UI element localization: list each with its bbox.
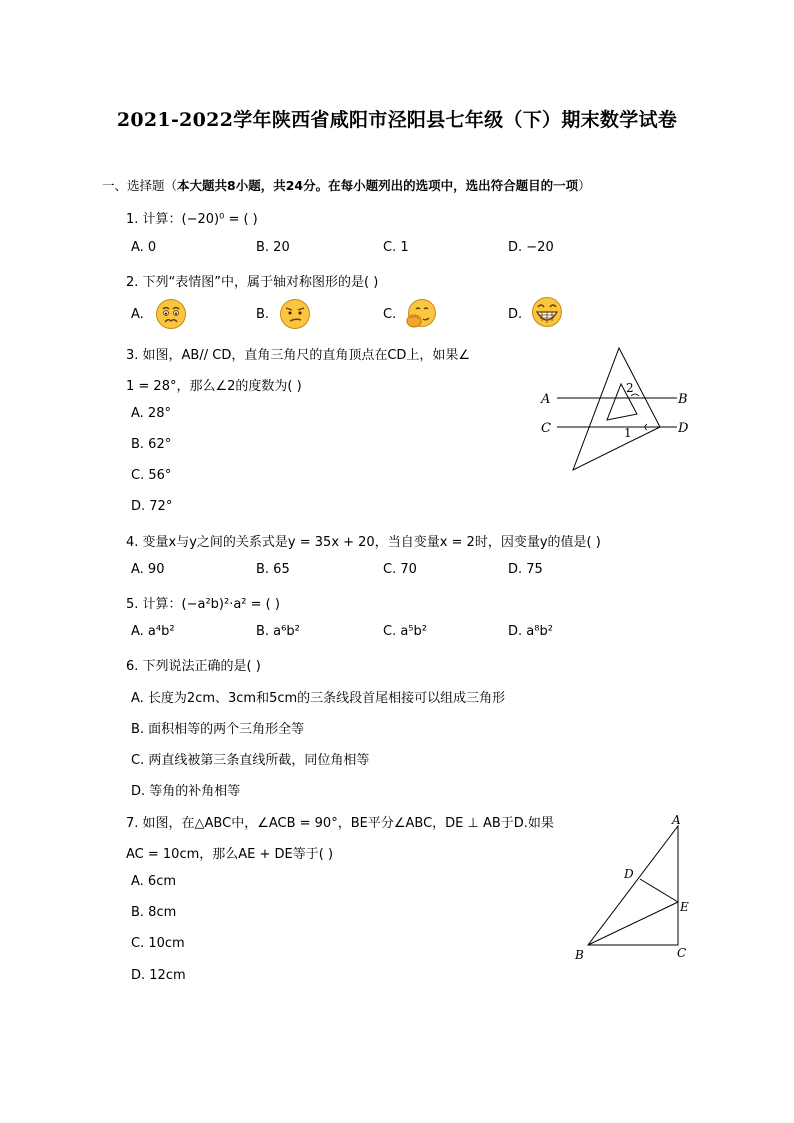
q4-option-a: A. 90 [131,562,165,577]
label-a: A [672,813,681,827]
label-angle-2: 2 [626,381,634,395]
q1-option-d: D. −20 [508,240,554,255]
page-title: 2021-2022学年陕西省咸阳市泾阳县七年级（下）期末数学试卷 [116,109,678,131]
q7-option-a: A. 6cm [131,874,177,889]
q5-option-a: A. a⁴b² [131,624,175,639]
q3-option-c: C. 56° [131,468,172,483]
q7-option-b: B. 8cm [131,905,177,920]
q6-option-c: C. 两直线被第三条直线所截，同位角相等 [131,753,370,768]
q2-option-b: B. [256,307,270,322]
grinning-face-icon [531,296,563,328]
q7-option-d: D. 12cm [131,968,186,983]
label-b: B [678,392,688,407]
question-7-stem-line1: 7. 如图，在△ABC中，∠ACB = 90°，BE平分∠ABC，DE ⊥ AB于D.如果 [126,816,554,831]
question-5-stem: 5. 计算：(−a²b)²·a² = ( ) [126,597,280,612]
label-e: E [680,900,689,914]
question-6-stem: 6. 下列说法正确的是( ) [126,659,261,674]
q3-option-d: D. 72° [131,499,173,514]
q2-option-d: D. [508,307,523,322]
q4-option-b: B. 65 [256,562,290,577]
label-angle-1: 1 [624,426,632,440]
q5-option-d: D. a⁸b² [508,624,553,639]
label-c: C [677,946,687,960]
q1-option-c: C. 1 [383,240,409,255]
label-a: A [541,392,551,407]
worried-face-icon [155,298,187,330]
question-3-stem-line1: 3. 如图，AB// CD，直角三角尺的直角顶点在CD上，如果∠ [126,348,471,363]
question-2-stem: 2. 下列“表情图”中，属于轴对称图形的是( ) [126,275,379,290]
q6-option-b: B. 面积相等的两个三角形全等 [131,722,305,737]
q4-option-c: C. 70 [383,562,417,577]
q5-option-c: C. a⁵b² [383,624,427,639]
q3-option-b: B. 62° [131,437,172,452]
q2-option-a: A. [131,307,144,322]
section-heading: 一、选择题（本大题共8小题，共24分。在每小题列出的选项中，选出符合题目的一项） [102,178,591,193]
label-d: D [624,867,634,881]
q4-option-d: D. 75 [508,562,543,577]
q1-option-b: B. 20 [256,240,290,255]
question-7-stem-line2: AC = 10cm，那么AE + DE等于( ) [126,847,334,862]
label-d: D [678,421,689,436]
figure-right-triangle-abc [570,810,700,970]
thinking-face-icon [279,298,311,330]
q6-option-a: A. 长度为2cm、3cm和5cm的三条线段首尾相接可以组成三角形 [131,691,506,706]
q1-option-a: A. 0 [131,240,157,255]
q5-option-b: B. a⁶b² [256,624,300,639]
question-3-stem-line2: 1 = 28°，那么∠2的度数为( ) [126,379,302,394]
q6-option-d: D. 等角的补角相等 [131,784,241,799]
q7-option-c: C. 10cm [131,936,185,951]
hand-over-mouth-face-icon [405,298,437,330]
question-4-stem: 4. 变量x与y之间的关系式是y = 35x + 20，当自变量x = 2时，因变量y的值是( ) [126,535,601,550]
label-c: C [541,421,551,436]
question-1-stem: 1. 计算：(−20)⁰ = ( ) [126,212,258,227]
q2-option-c: C. [383,307,397,322]
q3-option-a: A. 28° [131,406,171,421]
label-b: B [575,948,584,962]
figure-parallel-lines-triangle [535,340,695,475]
